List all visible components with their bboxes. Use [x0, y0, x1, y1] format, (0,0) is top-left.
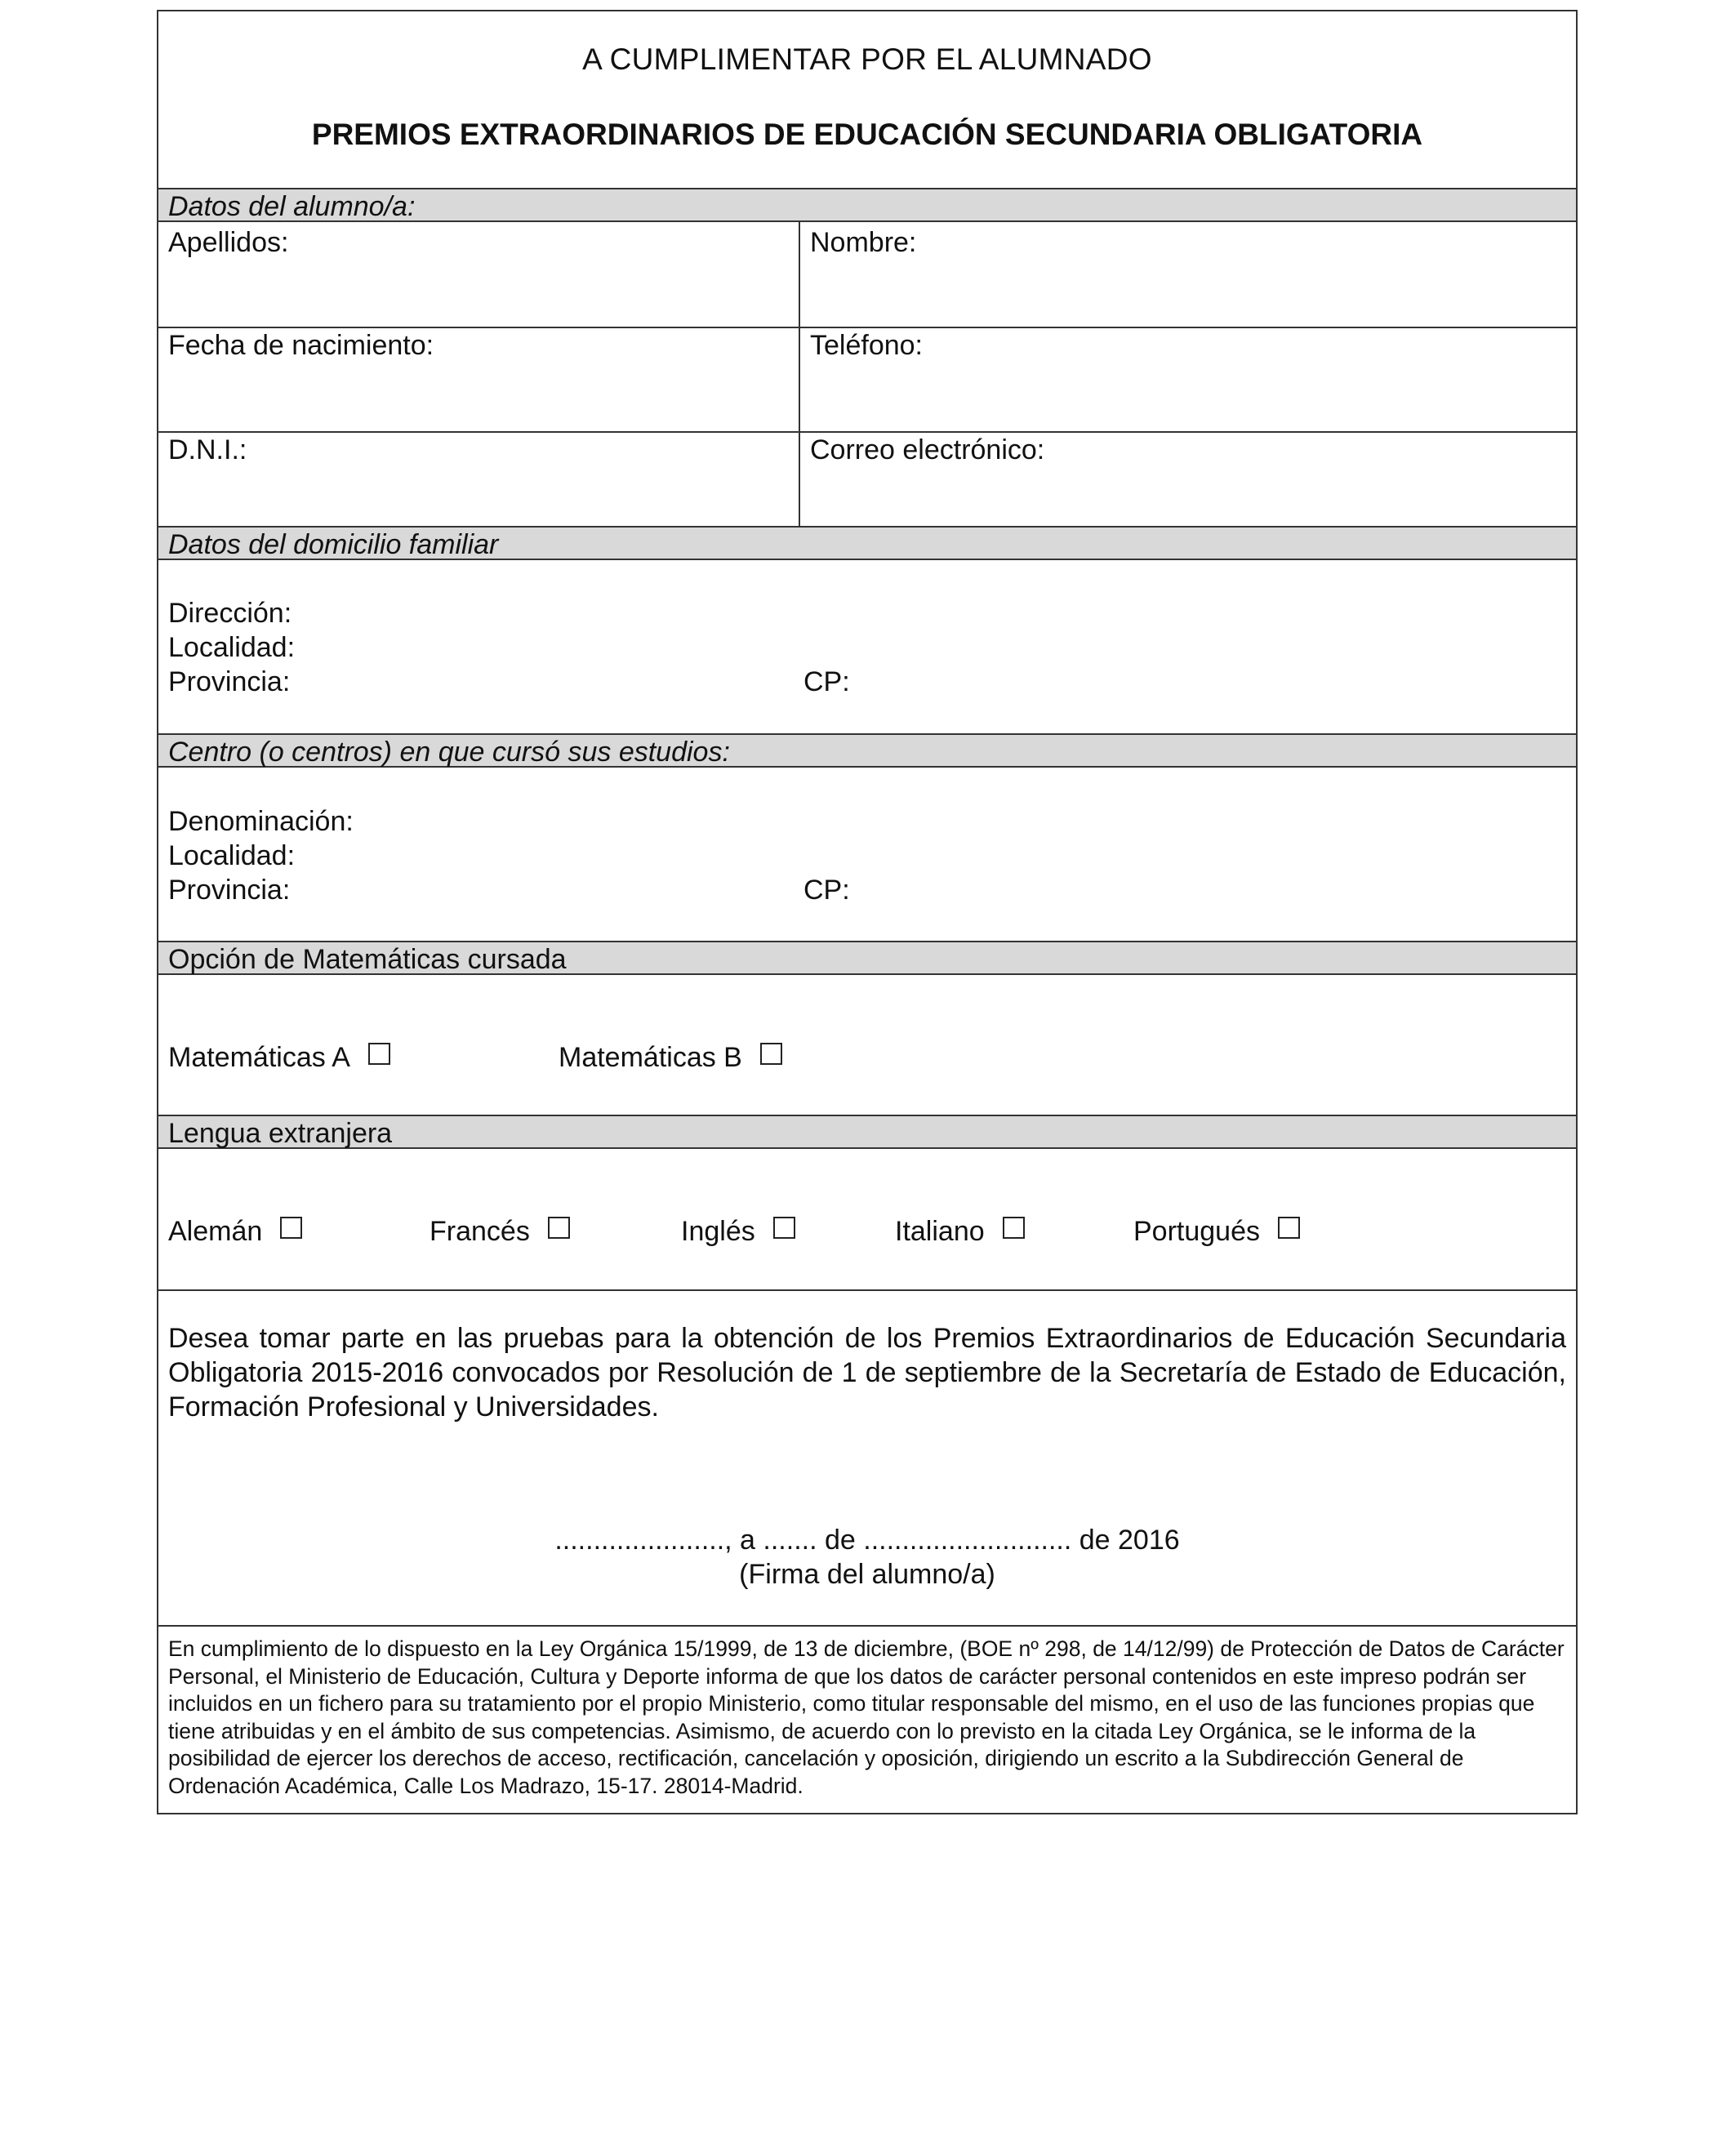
- math-a-label: Matemáticas A: [168, 1042, 350, 1073]
- home-locality-label: Localidad:: [168, 632, 296, 663]
- math-a-option[interactable]: [168, 1042, 390, 1074]
- french-checkbox[interactable]: [548, 1217, 570, 1239]
- home-province-label: Provincia:: [168, 666, 291, 697]
- name-label: Nombre:: [810, 227, 917, 258]
- language-label: Italiano: [895, 1216, 985, 1247]
- declaration-text: Desea tomar parte en las pruebas para la obtención de los Premios Extraordinarios de Educación Secundaria Obligatoria 2015-2016 convocados por Resolución de 1 de septiembre de la Secretaría de Estado de Educación, Formación Profesional y Universidades.: [168, 1323, 1566, 1422]
- signature-label: (Firma del alumno/a): [739, 1559, 995, 1590]
- language-label: Inglés: [681, 1216, 755, 1247]
- language-option-italian[interactable]: [895, 1216, 1025, 1248]
- divider: [158, 327, 1576, 328]
- birthdate-label: Fecha de nacimiento:: [168, 330, 434, 361]
- section-school-data: Centro (o centros) en que cursó sus estudios:: [158, 733, 1576, 768]
- italian-checkbox[interactable]: [1003, 1217, 1025, 1239]
- math-b-checkbox[interactable]: [760, 1043, 782, 1065]
- section-math-option: Opción de Matemáticas cursada: [158, 941, 1576, 975]
- address-label: Dirección:: [168, 598, 292, 629]
- german-checkbox[interactable]: [280, 1217, 302, 1239]
- math-b-option[interactable]: [559, 1042, 782, 1074]
- language-option-portuguese[interactable]: [1133, 1216, 1300, 1248]
- phone-label: Teléfono:: [810, 330, 923, 361]
- home-cp-label: CP:: [803, 666, 850, 697]
- language-option-french[interactable]: [430, 1216, 570, 1248]
- school-cp-label: CP:: [803, 875, 850, 906]
- privacy-notice: En cumplimiento de lo dispuesto en la Ley Orgánica 15/1999, de 13 de diciembre, (BOE nº 298, de 14/12/99) de Protección de Datos de Carácter Personal, el Ministerio de Educación, Cultura y Deporte informa de que los datos de carácter personal contenidos en este impreso podrán ser incluidos en un fichero para su tratamiento por el propio Ministerio, como titular responsable del mismo, en el uso de las funciones propias que tiene atribuidas y en el ámbito de sus competencias. Asimismo, de acuerdo con lo previsto en la citada Ley Orgánica, se le informa de la posibilidad de ejercer los derechos de acceso, rectificación, cancelación y oposición, dirigiendo un escrito a la Subdirección General de Ordenación Académica, Calle Los Madrazo, 15-17. 28014-Madrid.: [168, 1636, 1565, 1798]
- form-title: A CUMPLIMENTAR POR EL ALUMNADO: [582, 42, 1152, 76]
- math-a-checkbox[interactable]: [368, 1043, 390, 1065]
- divider: [158, 1289, 1576, 1291]
- divider: [158, 431, 1576, 433]
- school-locality-label: Localidad:: [168, 840, 296, 871]
- english-checkbox[interactable]: [773, 1217, 795, 1239]
- math-b-label: Matemáticas B: [559, 1042, 742, 1073]
- section-student-data: Datos del alumno/a:: [158, 188, 1576, 222]
- surname-label: Apellidos:: [168, 227, 289, 258]
- school-province-label: Provincia:: [168, 875, 291, 906]
- school-name-label: Denominación:: [168, 806, 354, 837]
- column-divider: [799, 222, 800, 537]
- date-line: ......................, a ....... de ........................... de 2016: [554, 1525, 1180, 1556]
- application-form: [157, 10, 1578, 1814]
- email-label: Correo electrónico:: [810, 434, 1045, 465]
- language-label: Portugués: [1133, 1216, 1260, 1247]
- dni-label: D.N.I.:: [168, 434, 247, 465]
- divider: [158, 1625, 1576, 1627]
- portuguese-checkbox[interactable]: [1278, 1217, 1300, 1239]
- language-label: Alemán: [168, 1216, 263, 1247]
- language-option-german[interactable]: [168, 1216, 302, 1248]
- section-home-data: Datos del domicilio familiar: [158, 526, 1576, 560]
- language-label: Francés: [430, 1216, 530, 1247]
- language-option-english[interactable]: [681, 1216, 795, 1248]
- section-foreign-language: Lengua extranjera: [158, 1115, 1576, 1149]
- form-subtitle: PREMIOS EXTRAORDINARIOS DE EDUCACIÓN SECUNDARIA OBLIGATORIA: [311, 118, 1423, 151]
